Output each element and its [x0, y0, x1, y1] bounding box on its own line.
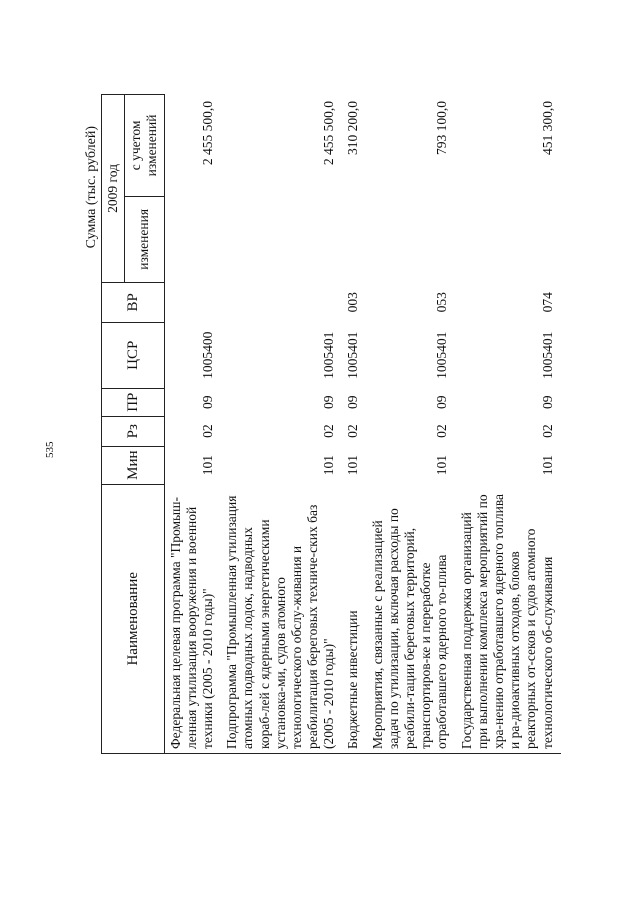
row-min-cell: 101 — [539, 455, 555, 476]
units-caption: Сумма (тыс. рублей) — [84, 126, 99, 249]
table-row — [342, 95, 366, 754]
header-min: Мин — [102, 446, 165, 484]
row-total-cell: 793 100,0 — [434, 101, 450, 155]
row-min-cell: 101 — [345, 455, 361, 476]
header-vr: ВР — [102, 282, 165, 322]
row-vr-cell — [221, 282, 342, 322]
row-changes-cell — [342, 196, 366, 282]
row-name-cell: Федеральная целевая программа "Промыш-ленная утилизация вооружения и военной техники (2005 - 2010 годы)" — [164, 484, 221, 753]
row-min-cell: 101 — [321, 455, 337, 476]
row-csr-cell: 1005401 — [539, 331, 555, 379]
row-pr-cell: 09 — [345, 395, 361, 409]
row-vr-cell — [164, 282, 221, 322]
row-changes-cell — [456, 196, 561, 282]
row-rz-cell: 02 — [321, 424, 337, 438]
header-year: 2009 год — [102, 95, 125, 283]
row-vr-cell: 053 — [434, 292, 450, 313]
row-name-cell: Государственная поддержка организаций при выполнении комплекса мероприятий по хра-нению отработавшего ядерного топлива и ра-диоактивных отходов, блоков реакторных от-секов и судов атомного технологического об-служивания — [456, 484, 561, 753]
row-csr-cell: 1005401 — [345, 331, 361, 379]
row-vr-cell: 003 — [345, 292, 361, 313]
header-name: Наименование — [102, 484, 165, 753]
row-pr-cell: 09 — [321, 395, 337, 409]
header-pr: ПР — [102, 388, 165, 416]
header-rz: Рз — [102, 416, 165, 446]
row-csr-cell: 1005401 — [321, 331, 337, 379]
row-csr-cell: 1005400 — [199, 331, 215, 379]
row-pr-cell: 09 — [199, 395, 215, 409]
row-changes-cell — [221, 196, 342, 282]
row-min-cell: 101 — [434, 455, 450, 476]
table-row — [456, 95, 561, 754]
header-csr: ЦСР — [102, 322, 165, 388]
row-total-cell: 2 455 500,0 — [199, 101, 215, 166]
budget-table — [101, 94, 561, 754]
table-header — [102, 95, 165, 754]
row-total-cell: 2 455 500,0 — [321, 101, 337, 166]
row-name-cell: Мероприятия, связанные с реализацией задач по утилизации, включая расходы по реабили-тации береговых территорий, транспортиров-ке и переработке отработавшего ядерного то-плива — [367, 484, 456, 753]
header-with-changes: с учетом изменений — [125, 95, 164, 197]
row-pr-cell: 09 — [539, 395, 555, 409]
row-total-cell: 451 300,0 — [539, 101, 555, 155]
row-rz-cell: 02 — [345, 424, 361, 438]
table-body — [164, 95, 561, 754]
page-number: 535 — [44, 441, 56, 458]
row-rz-cell: 02 — [434, 424, 450, 438]
row-total-cell: 310 200,0 — [345, 101, 361, 155]
row-rz-cell: 02 — [539, 424, 555, 438]
row-min-cell: 101 — [199, 455, 215, 476]
table-row — [221, 95, 342, 754]
row-name-cell: Подпрограмма "Промышленная утилизация атомных подводных лодок, надводных кораб-лей с ядерными энергетическими установка-ми, судов атомного технологического обслу-живания и реабилитация береговых техниче-ских баз (2005 - 2010 годы)" — [221, 484, 342, 753]
row-changes-cell — [164, 196, 221, 282]
row-vr-cell: 074 — [539, 292, 555, 313]
row-rz-cell: 02 — [199, 424, 215, 438]
table-row — [367, 95, 456, 754]
header-changes: изменения — [125, 196, 164, 282]
table-row — [164, 95, 221, 754]
row-pr-cell: 09 — [434, 395, 450, 409]
row-csr-cell: 1005401 — [434, 331, 450, 379]
row-name-cell: Бюджетные инвестиции — [342, 484, 366, 753]
row-changes-cell — [367, 196, 456, 282]
